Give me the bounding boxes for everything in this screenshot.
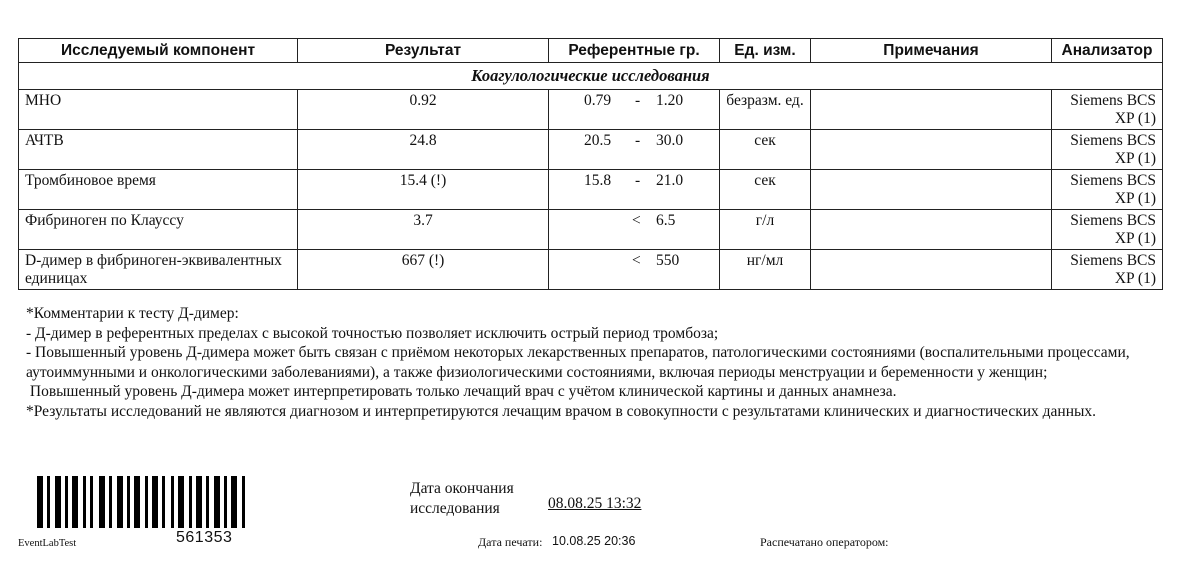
row-reference bbox=[549, 170, 720, 210]
ref-high: 550 bbox=[656, 252, 680, 269]
barcode-bar bbox=[109, 476, 112, 528]
barcode-bar bbox=[189, 476, 192, 528]
ref-separator: - bbox=[635, 172, 641, 189]
barcode-bar bbox=[152, 476, 158, 528]
barcode-bar bbox=[99, 476, 105, 528]
row-name: Фибриноген по Клауссу bbox=[19, 210, 298, 250]
barcode-bar bbox=[242, 476, 245, 528]
ref-separator: - bbox=[635, 132, 641, 149]
ref-high: 21.0 bbox=[656, 172, 684, 189]
barcode-bar bbox=[37, 476, 43, 528]
comments-block bbox=[26, 304, 1166, 422]
row-unit: безразм. ед. bbox=[720, 90, 811, 130]
header-component: Исследуемый компонент bbox=[19, 39, 298, 63]
section-title: Коагулологические исследования bbox=[19, 63, 1163, 90]
barcode-bar bbox=[214, 476, 220, 528]
row-reference bbox=[549, 90, 720, 130]
ref-separator: < bbox=[632, 212, 641, 229]
row-unit: сек bbox=[720, 170, 811, 210]
lab-name: EventLabTest bbox=[18, 538, 77, 549]
barcode-bar bbox=[47, 476, 50, 528]
comment-disclaimer: *Результаты исследований не являются диагнозом и интерпретируются лечащим врачом в совокупности с результатами клинических и диагностических данных. bbox=[26, 402, 1097, 420]
row-notes bbox=[811, 250, 1052, 290]
row-unit: сек bbox=[720, 130, 811, 170]
barcode-bar bbox=[127, 476, 130, 528]
table-row bbox=[19, 210, 1163, 250]
barcode-bar bbox=[90, 476, 93, 528]
row-reference bbox=[549, 210, 720, 250]
row-analyzer: Siemens BCS XP (1) bbox=[1052, 250, 1163, 290]
ref-low: 0.79 bbox=[584, 92, 612, 109]
comment-line: Повышенный уровень Д-димера может интерпретировать только лечащий врач с учётом клинической картины и данных анамнеза. bbox=[26, 383, 897, 401]
row-notes bbox=[811, 90, 1052, 130]
barcode-bar bbox=[231, 476, 237, 528]
row-notes bbox=[811, 130, 1052, 170]
print-date-value: 10.08.25 20:36 bbox=[552, 534, 636, 548]
table-row bbox=[19, 170, 1163, 210]
row-notes bbox=[811, 210, 1052, 250]
row-reference bbox=[549, 130, 720, 170]
ref-low: 15.8 bbox=[584, 172, 612, 189]
barcode-bar bbox=[145, 476, 148, 528]
barcode bbox=[37, 476, 375, 528]
barcode-bar bbox=[134, 476, 140, 528]
barcode-bar bbox=[65, 476, 68, 528]
header-analyzer: Анализатор bbox=[1052, 39, 1163, 63]
ref-separator: < bbox=[632, 252, 641, 269]
header-notes: Примечания bbox=[811, 39, 1052, 63]
ref-low: 20.5 bbox=[584, 132, 612, 149]
barcode-bar bbox=[72, 476, 78, 528]
end-date-label: Дата окончания исследования bbox=[410, 480, 514, 517]
row-notes bbox=[811, 170, 1052, 210]
header-reference: Референтные гр. bbox=[549, 39, 720, 63]
barcode-bar bbox=[171, 476, 174, 528]
row-result: 0.92 bbox=[298, 90, 549, 130]
ref-high: 30.0 bbox=[656, 132, 684, 149]
table-row bbox=[19, 250, 1163, 290]
row-name: D-димер в фибриноген-эквивалентных единицах bbox=[19, 250, 298, 290]
barcode-bar bbox=[224, 476, 227, 528]
row-result: 3.7 bbox=[298, 210, 549, 250]
row-reference bbox=[549, 250, 720, 290]
barcode-bar bbox=[55, 476, 61, 528]
ref-high: 6.5 bbox=[656, 212, 676, 229]
barcode-bar bbox=[162, 476, 165, 528]
comment-heading: *Комментарии к тесту Д-димер: bbox=[26, 305, 239, 322]
table-row bbox=[19, 90, 1163, 130]
results-table bbox=[18, 38, 1163, 290]
table-row bbox=[19, 130, 1163, 170]
row-result: 24.8 bbox=[298, 130, 549, 170]
printed-by-label: Распечатано оператором: bbox=[760, 535, 889, 549]
barcode-bar bbox=[117, 476, 123, 528]
header-result: Результат bbox=[298, 39, 549, 63]
comment-line: - Д-димер в референтных пределах с высокой точностью позволяет исключить острый период тромбоза; bbox=[26, 324, 719, 342]
ref-separator: - bbox=[635, 92, 641, 109]
row-name: МНО bbox=[19, 90, 298, 130]
end-date-value: 08.08.25 13:32 bbox=[548, 495, 642, 512]
header-unit: Ед. изм. bbox=[720, 39, 811, 63]
print-date-label: Дата печати: bbox=[478, 535, 543, 549]
ref-high: 1.20 bbox=[656, 92, 684, 109]
barcode-bar bbox=[206, 476, 209, 528]
row-analyzer: Siemens BCS XP (1) bbox=[1052, 210, 1163, 250]
row-result: 667 (!) bbox=[298, 250, 549, 290]
barcode-bar bbox=[196, 476, 202, 528]
row-result: 15.4 (!) bbox=[298, 170, 549, 210]
section-row bbox=[19, 63, 1163, 90]
row-analyzer: Siemens BCS XP (1) bbox=[1052, 90, 1163, 130]
row-unit: нг/мл bbox=[720, 250, 811, 290]
row-unit: г/л bbox=[720, 210, 811, 250]
barcode-number: 561353 bbox=[176, 529, 233, 546]
barcode-bar bbox=[178, 476, 184, 528]
row-name: Тромбиновое время bbox=[19, 170, 298, 210]
comment-line: - Повышенный уровень Д-димера может быть связан с приёмом некоторых лекарственных препаратов, патологическими состояниями (воспалительными процессами, аутоиммунными и онкологическими заболеваниями), а также физиологическими состояниями, включая периоды менструации и беременности у женщин; bbox=[26, 344, 1130, 381]
row-name: АЧТВ bbox=[19, 130, 298, 170]
table-header-row bbox=[19, 39, 1163, 63]
row-analyzer: Siemens BCS XP (1) bbox=[1052, 130, 1163, 170]
row-analyzer: Siemens BCS XP (1) bbox=[1052, 170, 1163, 210]
barcode-bar bbox=[83, 476, 86, 528]
